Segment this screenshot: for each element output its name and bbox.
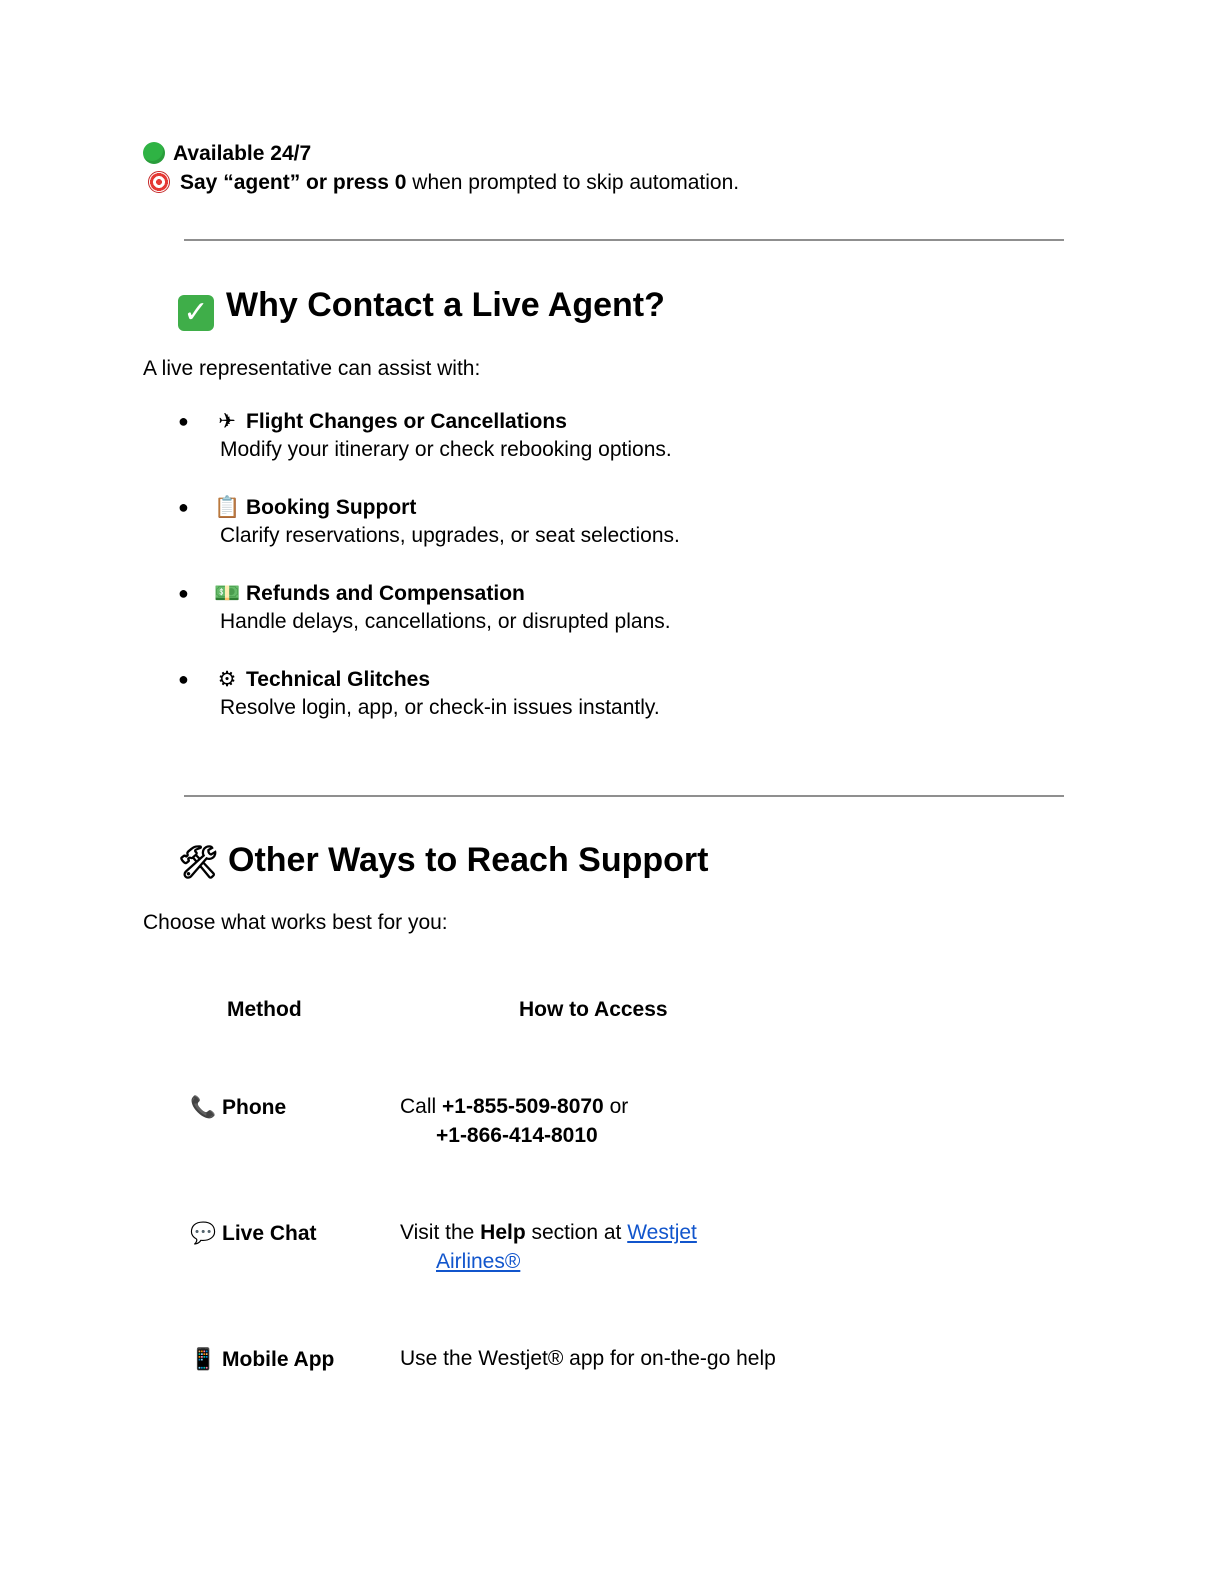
bullet: ● bbox=[178, 497, 189, 517]
other-intro: Choose what works best for you: bbox=[143, 911, 448, 934]
list-item-title: Technical Glitches bbox=[246, 668, 431, 691]
list-item bbox=[178, 581, 1078, 667]
method-mobile-app bbox=[190, 1347, 334, 1372]
other-heading-text: Other Ways to Reach Support bbox=[228, 841, 709, 879]
why-heading-text: Why Contact a Live Agent? bbox=[226, 286, 665, 324]
bullet: ● bbox=[178, 669, 189, 689]
chat-visit: Visit the bbox=[400, 1221, 481, 1244]
method-live-chat bbox=[190, 1221, 317, 1246]
green-circle-icon bbox=[143, 142, 165, 164]
tools-icon: 🛠 bbox=[178, 844, 219, 880]
agent-prompt-bold: Say “agent” or press 0 bbox=[180, 171, 407, 194]
list-item-title: Refunds and Compensation bbox=[246, 582, 525, 605]
list-item bbox=[178, 409, 1078, 495]
chat-help: Help bbox=[480, 1221, 526, 1244]
airplane-icon: ✈ bbox=[218, 409, 236, 433]
chat-link-line-2 bbox=[436, 1250, 520, 1274]
list-item bbox=[178, 667, 1078, 753]
divider bbox=[184, 239, 1064, 241]
method-phone bbox=[190, 1095, 286, 1120]
divider bbox=[184, 795, 1064, 797]
list-item-desc: Handle delays, cancellations, or disrupted plans. bbox=[220, 610, 671, 633]
availability-label: Available 24/7 bbox=[173, 142, 312, 165]
speech-bubble-icon: 💬 bbox=[190, 1221, 217, 1245]
other-heading bbox=[178, 841, 708, 881]
phone-number-1: +1-855-509-8070 bbox=[442, 1095, 604, 1118]
target-icon bbox=[148, 171, 170, 193]
phone-or: or bbox=[603, 1095, 629, 1118]
agent-prompt-line bbox=[148, 171, 739, 195]
bullet: ● bbox=[178, 583, 189, 603]
method-label: Mobile App bbox=[222, 1348, 335, 1371]
reasons-list bbox=[178, 409, 1078, 753]
agent-prompt-rest: when prompted to skip automation. bbox=[406, 171, 740, 194]
clipboard-icon: 📋 bbox=[214, 495, 241, 519]
money-icon: 💵 bbox=[214, 581, 241, 605]
gear-icon: ⚙ bbox=[217, 667, 237, 691]
mobile-phone-icon: 📱 bbox=[190, 1347, 217, 1371]
list-item-desc: Modify your itinerary or check rebooking options. bbox=[220, 438, 672, 461]
list-item bbox=[178, 495, 1078, 581]
check-mark-icon: ✓ bbox=[178, 295, 214, 331]
phone-number-2: +1-866-414-8010 bbox=[436, 1124, 598, 1147]
list-item-desc: Clarify reservations, upgrades, or seat selections. bbox=[220, 524, 680, 547]
list-item-title: Booking Support bbox=[246, 496, 417, 519]
phone-icon: 📞 bbox=[190, 1095, 217, 1119]
chat-section-at: section at bbox=[525, 1221, 628, 1244]
list-item-desc: Resolve login, app, or check-in issues instantly. bbox=[220, 696, 660, 719]
availability-line bbox=[143, 142, 311, 166]
chat-access bbox=[400, 1221, 697, 1245]
method-label: Live Chat bbox=[222, 1222, 317, 1245]
list-item-title: Flight Changes or Cancellations bbox=[246, 410, 567, 433]
phone-call-prefix: Call bbox=[400, 1095, 443, 1118]
method-label: Phone bbox=[222, 1096, 287, 1119]
westjet-link-part-2[interactable]: Airlines® bbox=[436, 1250, 521, 1273]
bullet: ● bbox=[178, 411, 189, 431]
column-header-access: How to Access bbox=[519, 998, 668, 1021]
westjet-link-part-1[interactable]: Westjet bbox=[627, 1221, 697, 1244]
why-intro: A live representative can assist with: bbox=[143, 357, 481, 380]
app-access: Use the Westjet® app for on-the-go help bbox=[400, 1347, 776, 1370]
phone-access bbox=[400, 1095, 628, 1119]
why-heading bbox=[178, 286, 665, 331]
column-header-method: Method bbox=[227, 998, 302, 1021]
